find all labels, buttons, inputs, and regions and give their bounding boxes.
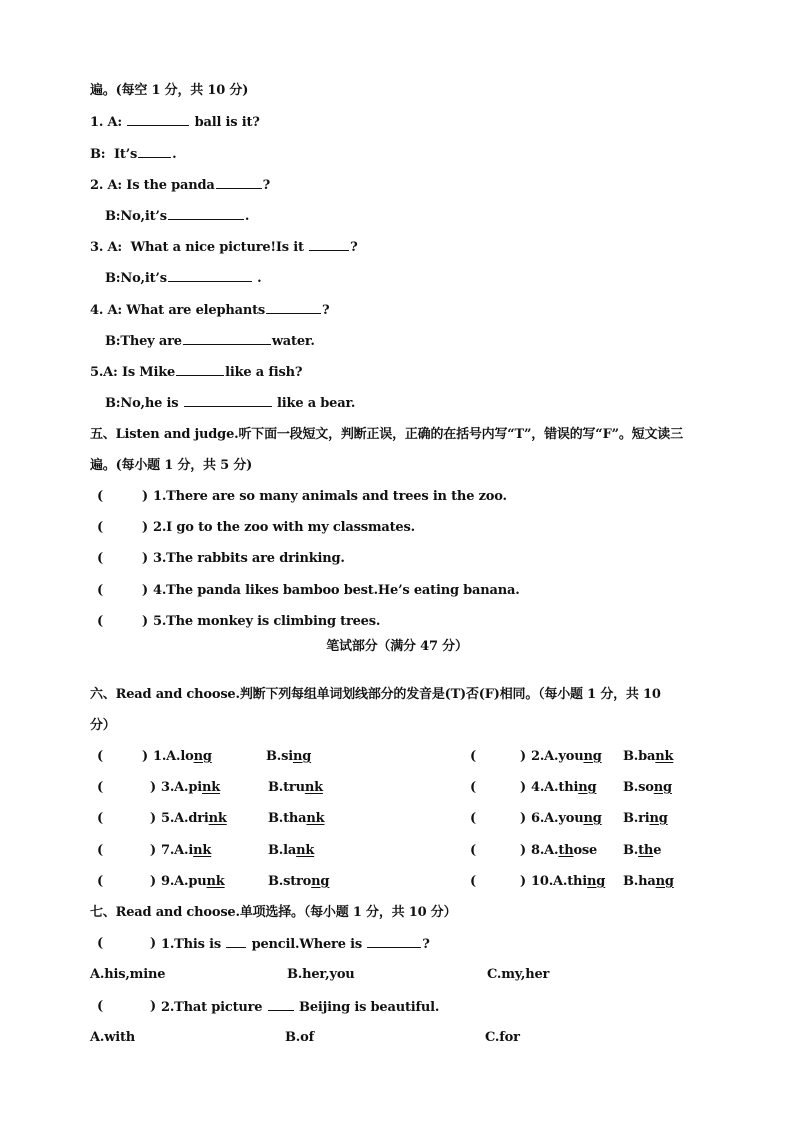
paren-open: (	[97, 489, 103, 504]
s7-q2-option-c: C.for	[485, 1030, 520, 1045]
word	[188, 811, 226, 826]
s6-item-b	[623, 871, 674, 893]
word	[188, 874, 224, 889]
paren-open: (	[97, 999, 103, 1014]
word	[558, 843, 597, 858]
s4-q4-a: 4. A: What are elephants ?	[90, 299, 329, 321]
item-number: 3.A.	[161, 780, 189, 795]
word-part: B.si	[266, 749, 293, 764]
underlined-part: ng	[649, 811, 668, 826]
word-part: B.la	[268, 843, 297, 858]
underlined-part: ng	[655, 874, 674, 889]
underlined-part: ng	[583, 749, 602, 764]
underlined-part: nk	[304, 780, 323, 795]
paren-close: )	[520, 843, 526, 858]
paren-open: (	[97, 780, 103, 795]
s6-item-b	[623, 746, 673, 768]
underlined-part: th	[638, 843, 654, 858]
section6-title-line1: 六、Read and choose.判断下列每组单词划线部分的发音是(T)否(F)相同。（每小题 1 分，共 10	[90, 687, 661, 702]
answer-blank[interactable]	[176, 361, 224, 376]
word-part: you	[558, 749, 584, 764]
word	[268, 874, 329, 889]
s4-q5-b: B:No,he is like a bear.	[105, 392, 355, 414]
s6-item-a	[161, 840, 211, 862]
item-number: 9.A.	[161, 874, 189, 889]
answer-blank[interactable]	[367, 933, 421, 948]
s6-item-a	[531, 746, 602, 768]
word-part: i	[188, 843, 194, 858]
paren-close: )	[520, 811, 526, 826]
section5-title-line2: 遍。(每小题 1 分，共 5 分)	[90, 458, 253, 473]
paren-close: )	[142, 551, 148, 566]
underlined-part: ng	[653, 780, 672, 795]
word-part: B.stro	[268, 874, 312, 889]
section7-title: 七、Read and choose.单项选择。（每小题 1 分，共 10 分）	[90, 905, 457, 920]
paren-close: )	[520, 749, 526, 764]
s7-q2-option-a: A.with	[90, 1030, 135, 1045]
word-part: dri	[188, 811, 209, 826]
s6-item-b	[623, 808, 668, 830]
word-part: thi	[567, 874, 588, 889]
paren-close: )	[520, 874, 526, 889]
item-number: 10.A.	[531, 874, 568, 889]
s4-q5-a: 5.A: Is Mike like a fish?	[90, 361, 302, 383]
s6-item-a	[161, 777, 220, 799]
paren-open: (	[97, 874, 103, 889]
underlined-part: nk	[206, 874, 225, 889]
word	[266, 749, 311, 764]
paren-open: (	[97, 520, 103, 535]
s6-item-a	[153, 746, 212, 768]
word	[180, 749, 211, 764]
item-number: 1.A.	[153, 749, 181, 764]
s4-q1-a: 1. A: ball is it?	[90, 111, 260, 133]
word	[623, 874, 674, 889]
answer-blank[interactable]	[127, 111, 189, 126]
item-number: 7.A.	[161, 843, 189, 858]
word	[558, 780, 596, 795]
answer-blank[interactable]	[268, 996, 294, 1011]
paren-close: )	[150, 843, 156, 858]
paren-open: (	[97, 583, 103, 598]
underlined-part: nk	[655, 749, 674, 764]
paren-open: (	[97, 936, 103, 951]
paren-close: )	[142, 520, 148, 535]
paren-open: (	[97, 614, 103, 629]
s6-item-a	[531, 777, 596, 799]
paren-close: )	[150, 874, 156, 889]
s7-q1-option-a: A.his,mine	[90, 967, 166, 982]
s6-item-a	[161, 808, 227, 830]
word-part: B.tha	[268, 811, 307, 826]
s6-item-a	[531, 808, 602, 830]
word	[268, 780, 323, 795]
s4-q3-b: B:No,it’s .	[105, 267, 262, 289]
item-number: 5.A.	[161, 811, 189, 826]
s6-item-a	[161, 871, 225, 893]
s7-q1: 1.This is pencil.Where is ?	[161, 933, 430, 955]
word	[567, 874, 605, 889]
paren-close: )	[142, 614, 148, 629]
paren-close: )	[142, 749, 148, 764]
word-part: you	[558, 811, 584, 826]
s6-item-b	[268, 808, 324, 830]
word	[623, 780, 672, 795]
section5-title-line1: 五、Listen and judge.听下面一段短文，判断正误，正确的在括号内写“T”，错误的写“F”。短文读三	[90, 427, 683, 442]
s6-item-b	[266, 746, 311, 768]
underlined-part: ng	[578, 780, 597, 795]
word-part: B.so	[623, 780, 654, 795]
word-part: B.ha	[623, 874, 656, 889]
answer-blank[interactable]	[226, 933, 246, 948]
paren-open: (	[97, 749, 103, 764]
answer-blank[interactable]	[184, 392, 272, 407]
word	[188, 843, 211, 858]
underlined-part: th	[558, 843, 574, 858]
answer-blank[interactable]	[309, 236, 349, 251]
s6-item-b	[268, 777, 323, 799]
word-part: B.ba	[623, 749, 656, 764]
s5-item-2: 2.I go to the zoo with my classmates.	[153, 520, 415, 535]
s6-item-b	[268, 840, 314, 862]
underlined-part: nk	[306, 811, 325, 826]
s5-item-3: 3.The rabbits are drinking.	[153, 551, 345, 566]
s5-item-5: 5.The monkey is climbing trees.	[153, 614, 381, 629]
word	[623, 749, 673, 764]
written-part-title: 笔试部分（满分 47 分）	[326, 639, 468, 654]
word	[623, 843, 661, 858]
underlined-part: ng	[587, 874, 606, 889]
underlined-part: nk	[193, 843, 212, 858]
paren-open: (	[470, 780, 476, 795]
s7-q2-option-b: B.of	[285, 1030, 314, 1045]
s6-item-a	[531, 840, 597, 862]
word-part: B.ri	[623, 811, 650, 826]
section4-header-tail: 遍。(每空 1 分，共 10 分)	[90, 83, 249, 98]
item-number: 4.A.	[531, 780, 559, 795]
word	[268, 843, 314, 858]
paren-close: )	[142, 489, 148, 504]
paren-open: (	[470, 749, 476, 764]
underlined-part: nk	[208, 811, 227, 826]
word-part: lo	[180, 749, 194, 764]
underlined-part: nk	[202, 780, 221, 795]
word-part: B.tru	[268, 780, 305, 795]
word	[268, 811, 324, 826]
word-part: pu	[188, 874, 207, 889]
underlined-part: ng	[193, 749, 212, 764]
s4-q2-a: 2. A: Is the panda ?	[90, 174, 270, 196]
section6-title-line2: 分）	[90, 718, 116, 733]
underlined-part: ng	[292, 749, 312, 764]
answer-blank[interactable]	[168, 205, 244, 220]
word	[623, 811, 668, 826]
word-part: thi	[558, 780, 579, 795]
paren-close: )	[150, 999, 156, 1014]
s7-q1-option-b: B.her,you	[287, 967, 355, 982]
paren-open: (	[97, 811, 103, 826]
word	[188, 780, 220, 795]
paren-close: )	[142, 583, 148, 598]
word-part: ose	[573, 843, 598, 858]
paren-open: (	[470, 811, 476, 826]
answer-blank[interactable]	[183, 330, 271, 345]
s4-q3-a: 3. A: What a nice picture!Is it ?	[90, 236, 358, 258]
word	[558, 811, 601, 826]
answer-blank[interactable]	[168, 267, 252, 282]
underlined-part: ng	[583, 811, 602, 826]
answer-blank[interactable]	[138, 143, 171, 158]
item-number: 6.A.	[531, 811, 559, 826]
underlined-part: nk	[296, 843, 315, 858]
s6-item-b	[268, 871, 329, 893]
word-part: B.	[623, 843, 639, 858]
paren-close: )	[150, 780, 156, 795]
s6-item-b	[623, 777, 672, 799]
underlined-part: ng	[311, 874, 330, 889]
s6-item-a	[531, 871, 605, 893]
s5-item-1: 1.There are so many animals and trees in the zoo.	[153, 489, 507, 504]
answer-blank[interactable]	[216, 174, 262, 189]
s7-q1-option-c: C.my,her	[487, 967, 550, 982]
s7-q2: 2.That picture Beijing is beautiful.	[161, 996, 439, 1018]
paren-close: )	[150, 936, 156, 951]
s6-item-b	[623, 840, 661, 862]
s4-q2-b: B:No,it’s .	[105, 205, 249, 227]
s4-q1-b: B: It’s .	[90, 143, 177, 165]
answer-blank[interactable]	[266, 299, 321, 314]
paren-open: (	[470, 874, 476, 889]
item-number: 2.A.	[531, 749, 559, 764]
paren-close: )	[520, 780, 526, 795]
paren-open: (	[97, 843, 103, 858]
s5-item-4: 4.The panda likes bamboo best.He’s eating banana.	[153, 583, 520, 598]
paren-open: (	[470, 843, 476, 858]
word	[558, 749, 601, 764]
paren-open: (	[97, 551, 103, 566]
s4-q4-b: B:They are water.	[105, 330, 315, 352]
item-number: 8.A.	[531, 843, 559, 858]
word-part: pi	[188, 780, 203, 795]
paren-close: )	[150, 811, 156, 826]
word-part: e	[653, 843, 662, 858]
